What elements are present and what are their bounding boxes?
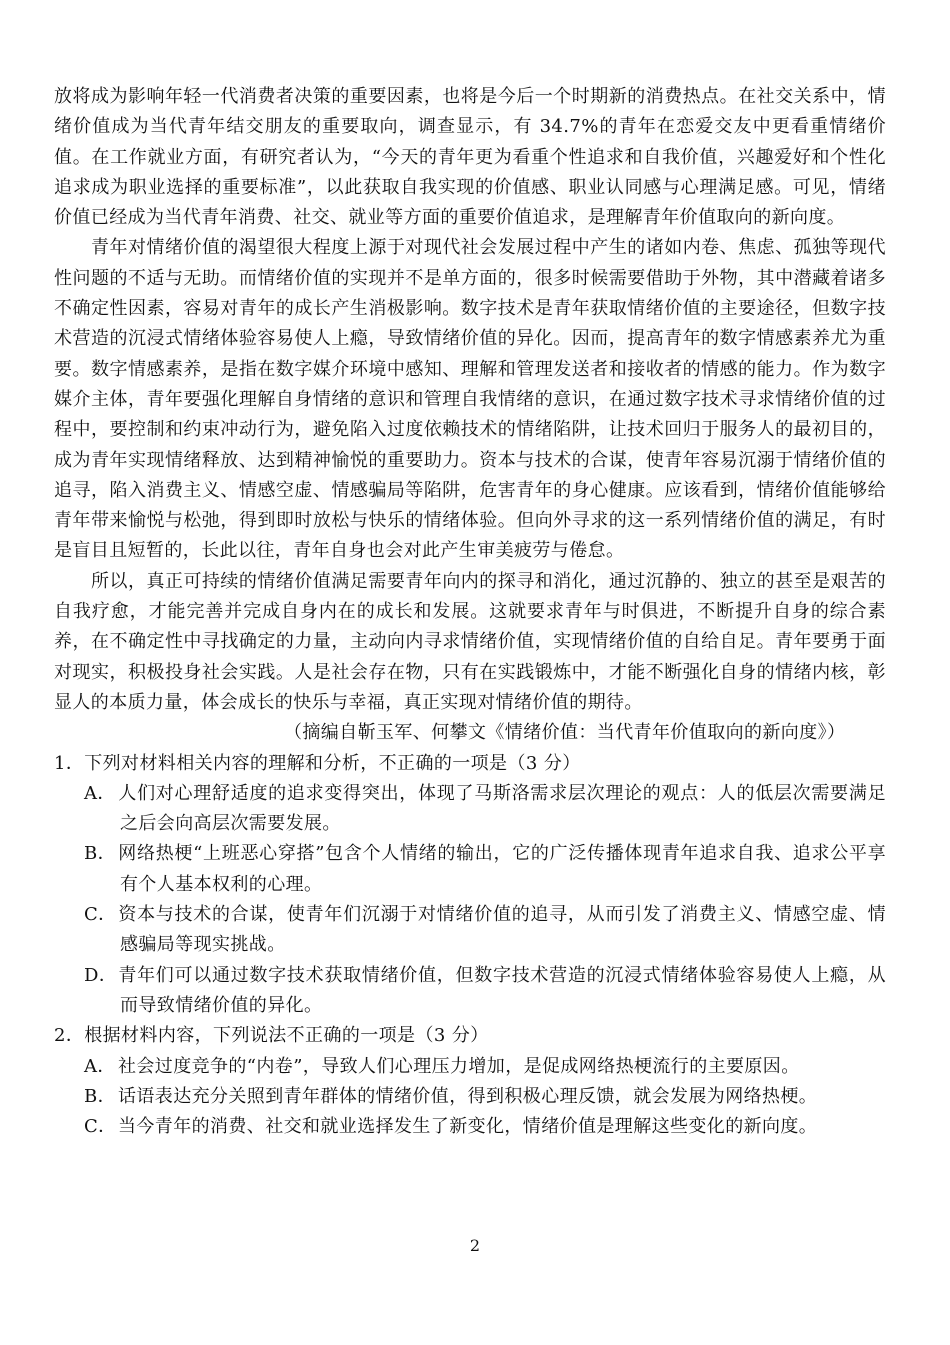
option-a xyxy=(54,1052,886,1082)
reading-material xyxy=(54,82,886,1142)
option-text: 人们对心理舒适度的追求变得突出，体现了马斯洛需求层次理论的观点：人的低层次需要满足之后会向高层次需要发展。 xyxy=(118,782,886,835)
page-number: 2 xyxy=(469,1236,481,1255)
option-letter: A． xyxy=(84,1055,116,1077)
question-stem: 1．下列对材料相关内容的理解和分析，不正确的一项是（3 分） xyxy=(54,752,581,774)
option-letter: C． xyxy=(84,1116,117,1138)
paragraph: 所以，真正可持续的情绪价值满足需要青年向内的探寻和消化，通过沉静的、独立的甚至是艰苦的自我疗愈，才能完善并完成自身内在的成长和发展。这就要求青年与时俱进，不断提升自身的综合素养，在不确定性中寻找确定的力量，主动向内寻求情绪价值，实现情绪价值的自给自足。青年要勇于面对现实，积极投身社会实践。人是社会存在物，只有在实践锻炼中，才能不断强化自身的情绪内核，彰显人的本质力量，体会成长的快乐与幸福，真正实现对情绪价值的期待。 xyxy=(54,570,886,713)
option-c xyxy=(54,900,886,961)
option-text: 青年们可以通过数字技术获取情绪价值，但数字技术营造的沉浸式情绪体验容易使人上瘾，从而导致情绪价值的异化。 xyxy=(118,964,886,1016)
paragraph-continued: 放将成为影响年轻一代消费者决策的重要因素，也将是今后一个时期新的消费热点。在社交关系中，情绪价值成为当代青年结交朋友的重要取向，调查显示，有 34.7%的青年在恋爱交友中更看重情绪价值。在工作就业方面，有研究者认为，“今天的青年更为看重个性追求和自我价值，兴趣爱好和个性化追求成为职业选择的重要标准”，以此获取自我实现的价值感、职业认同感与心理满足感。可见，情绪价值已经成为当代青年消费、社交、就业等方面的重要价值追求，是理解青年价值取向的新向度。 xyxy=(54,86,886,229)
option-c xyxy=(54,1112,886,1142)
option-text: 网络热梗“上班恶心穿搭”包含个人情绪的输出，它的广泛传播体现青年追求自我、追求公平享有个人基本权利的心理。 xyxy=(118,843,886,895)
paragraph: 青年对情绪价值的渴望很大程度上源于对现代社会发展过程中产生的诸如内卷、焦虑、孤独等现代性问题的不适与无助。而情绪价值的实现并不是单方面的，很多时候需要借助于外物，其中潜藏着诸多不确定性因素，容易对青年的成长产生消极影响。数字技术是青年获取情绪价值的主要途径，但数字技术营造的沉浸式情绪体验容易使人上瘾，导致情绪价值的异化。因而，提高青年的数字情感素养尤为重要。数字情感素养，是指在数字媒介环境中感知、理解和管理发送者和接收者的情感的能力。作为数字媒介主体，青年要强化理解自身情绪的意识和管理自我情绪的意识，在通过数字技术寻求情绪价值的过程中，要控制和约束冲动行为，避免陷入过度依赖技术的情绪陷阱，让技术回归于服务人的最初目的，成为青年实现情绪释放、达到精神愉悦的重要助力。资本与技术的合谋，使青年容易沉溺于情绪价值的追寻，陷入消费主义、情感空虚、情感骗局等陷阱，危害青年的身心健康。应该看到，情绪价值能够给青年带来愉悦与松弛，得到即时放松与快乐的情绪体验。但向外寻求的这一系列情绪价值的满足，有时是盲目且短暂的，长此以往，青年自身也会对此产生审美疲劳与倦怠。 xyxy=(54,237,886,562)
option-d xyxy=(54,961,886,1022)
option-a xyxy=(54,779,886,840)
option-letter: B． xyxy=(84,1085,117,1107)
question-1 xyxy=(54,749,886,1022)
option-letter: A． xyxy=(84,782,116,804)
option-b xyxy=(54,839,886,900)
option-text: 资本与技术的合谋，使青年们沉溺于对情绪价值的追寻，从而引发了消费主义、情感空虚、情感骗局等现实挑战。 xyxy=(118,904,886,956)
question-stem: 2．根据材料内容，下列说法不正确的一项是（3 分） xyxy=(54,1025,489,1047)
option-letter: B． xyxy=(84,843,117,865)
option-text: 社会过度竞争的“内卷”，导致人们心理压力增加，是促成网络热梗流行的主要原因。 xyxy=(118,1055,800,1077)
option-b xyxy=(54,1082,886,1112)
option-text: 话语表达充分关照到青年群体的情绪价值，得到积极心理反馈，就会发展为网络热梗。 xyxy=(118,1085,818,1107)
option-letter: D． xyxy=(84,964,118,986)
question-2 xyxy=(54,1021,886,1142)
option-text: 当今青年的消费、社交和就业选择发生了新变化，情绪价值是理解这些变化的新向度。 xyxy=(118,1116,818,1138)
option-letter: C． xyxy=(84,904,117,926)
source-citation: （摘编自靳玉军、何攀文《情绪价值：当代青年价值取向的新向度》） xyxy=(284,722,846,744)
